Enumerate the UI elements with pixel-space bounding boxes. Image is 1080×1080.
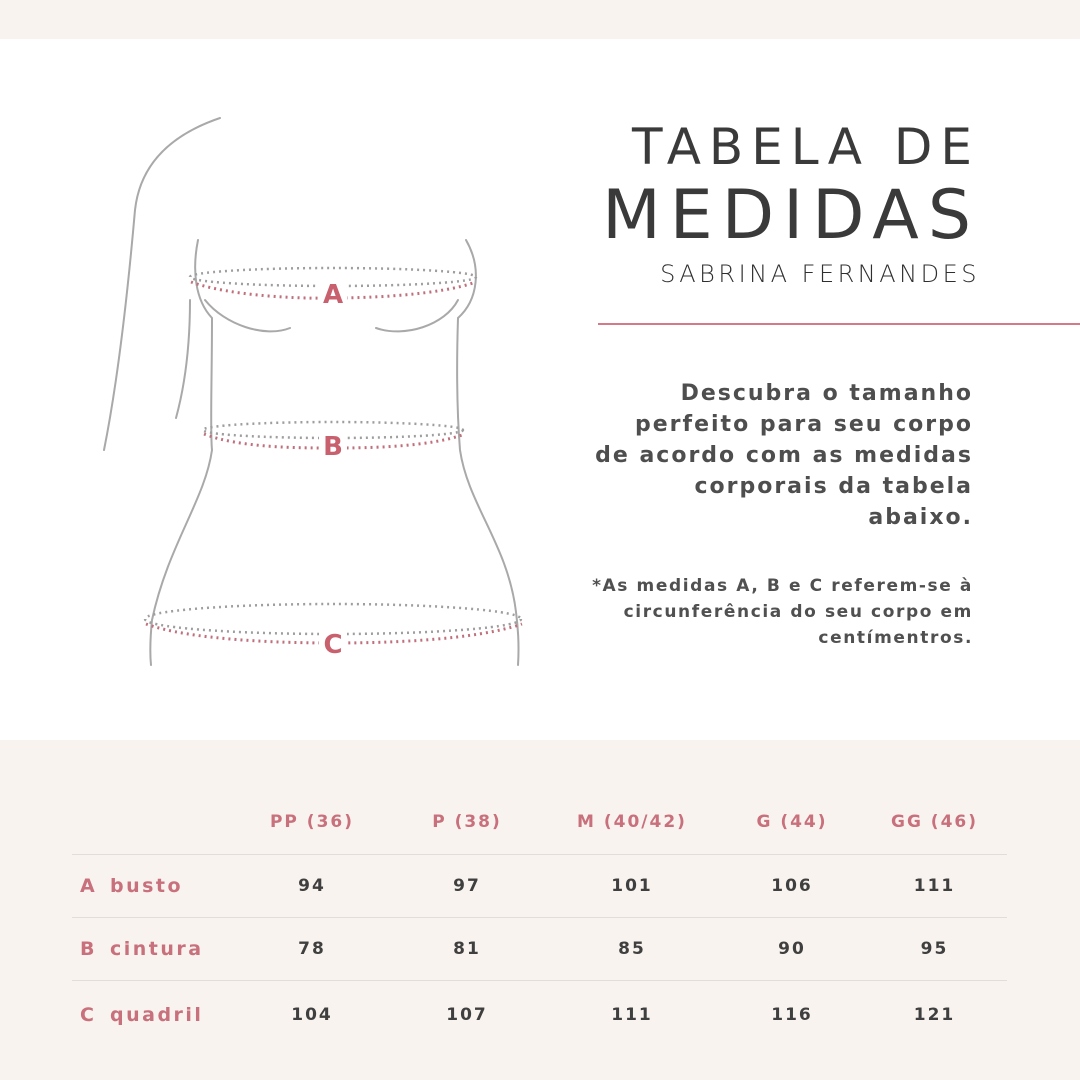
table-row	[72, 855, 1007, 918]
table-cell: 81	[392, 918, 542, 981]
description-text: Descubra o tamanho perfeito para seu corpo de acordo com as medidas corporais da tabela abaixo.	[595, 381, 973, 530]
inner-arm-outline	[176, 300, 190, 418]
table-cell: 95	[862, 918, 1007, 981]
measure-label-c: C	[323, 630, 343, 660]
table-cell: 78	[232, 918, 392, 981]
table-cell: 106	[722, 855, 862, 918]
row-label-busto	[72, 855, 232, 918]
arm-outline	[104, 118, 220, 450]
table-cell: 121	[862, 981, 1007, 1050]
row-label-quadril	[72, 981, 232, 1050]
size-table	[72, 790, 1007, 1049]
table-cell: 111	[542, 981, 722, 1050]
size-header-pp: PP (36)	[269, 812, 355, 832]
top-band	[0, 0, 1080, 39]
size-header-g: G (44)	[756, 812, 828, 832]
table-cell: 101	[542, 855, 722, 918]
table-cell: 107	[392, 981, 542, 1050]
table-cell: 111	[862, 855, 1007, 918]
measure-label-a: A	[322, 280, 344, 310]
row-letter: B	[80, 938, 97, 960]
row-label-cintura	[72, 918, 232, 981]
size-header-m: M (40/42)	[577, 812, 687, 832]
brand-name: SABRINA FERNANDES	[660, 260, 980, 288]
row-name: busto	[110, 875, 184, 897]
header-divider	[598, 323, 1080, 325]
table-cell: 104	[232, 981, 392, 1050]
left-torso-outline	[150, 240, 212, 665]
left-bust-curve	[205, 300, 290, 331]
table-cell: 94	[232, 855, 392, 918]
table-row	[72, 918, 1007, 981]
table-cell: 90	[722, 918, 862, 981]
measure-label-b: B	[323, 432, 343, 462]
size-header-p: P (38)	[432, 812, 502, 832]
size-header-gg: GG (46)	[890, 812, 979, 832]
right-bust-curve	[376, 300, 458, 331]
table-cell: 116	[722, 981, 862, 1050]
size-header-row	[72, 790, 1007, 855]
table-cell: 97	[392, 855, 542, 918]
row-letter: A	[80, 875, 98, 897]
title-line-1: TABELA DE	[632, 118, 980, 176]
table-cell: 85	[542, 918, 722, 981]
right-torso-outline	[457, 240, 518, 665]
row-letter: C	[80, 1004, 97, 1026]
header-empty-cell	[72, 790, 232, 855]
measurement-note: *As medidas A, B e C referem-se à circunferência do seu corpo em centímentros.	[592, 576, 973, 648]
row-name: cintura	[110, 938, 204, 960]
title-line-2: MEDIDAS	[602, 176, 980, 255]
row-name: quadril	[110, 1004, 204, 1026]
body-diagram	[90, 100, 560, 700]
table-row	[72, 981, 1007, 1050]
